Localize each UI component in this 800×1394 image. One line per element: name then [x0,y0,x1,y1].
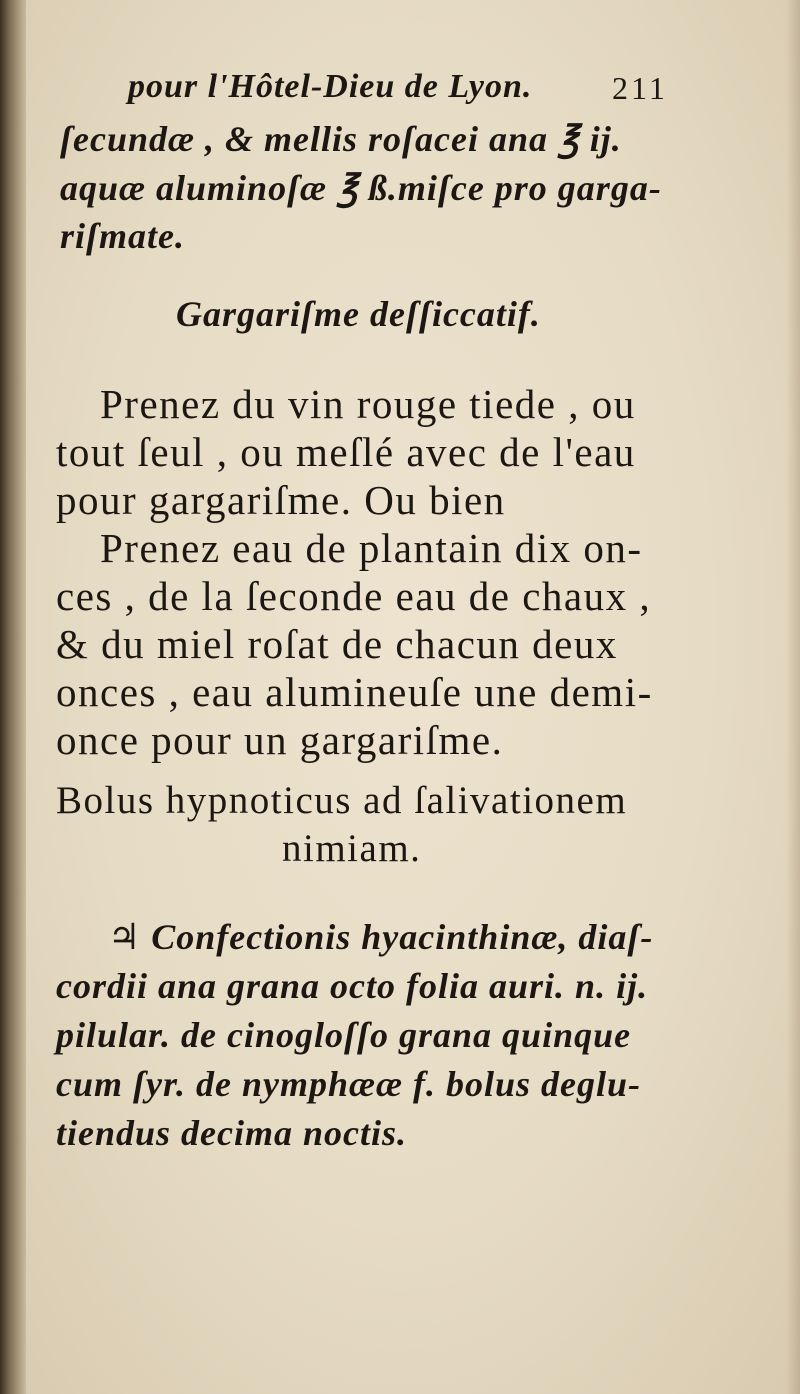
text-line: & du miel roſat de chacun deux [56,621,618,667]
running-title: pour l'Hôtel-Dieu de Lyon. [128,68,533,105]
recipe-line: riſmate. [60,216,185,256]
text-line: once pour un gargariſme. [56,717,504,763]
page-edge-shadow [786,0,800,1394]
section-heading: Gargariſme deſſiccatif. [176,294,541,334]
prescription-line: cum ſyr. de nymphææ f. bolus deglu- [56,1064,642,1104]
text-line: tout ſeul , ou meſlé avec de l'eau [56,429,636,475]
text-line: onces , eau alumineuſe une demi- [56,669,653,715]
page-number: 211 [612,70,668,106]
text-line: pour gargariſme. Ou bien [56,477,506,523]
text-line: Prenez du vin rouge tiede , ou [100,381,636,427]
book-spine-edge [0,0,26,1394]
text-line: ces , de la ſeconde eau de chaux , [56,573,652,619]
prescription-line: tiendus decima noctis. [56,1113,408,1153]
text-line: Prenez eau de plantain dix on- [100,525,643,571]
prescription-line: pilular. de cinogloſſo grana quinque [56,1015,632,1055]
section-heading: nimiam. [282,827,422,870]
recipe-line: aquæ aluminoſæ ℥ ß.miſce pro garga- [60,168,662,208]
prescription-line: cordii ana grana octo folia auri. n. ij. [56,966,649,1006]
prescription-line: ♃ Confectionis hyacinthinæ, diaſ- [108,917,654,957]
section-heading: Bolus hypnoticus ad ſalivationem [56,779,628,822]
recipe-line: ſecundæ , & mellis roſacei ana ℥ ij. [60,119,622,159]
